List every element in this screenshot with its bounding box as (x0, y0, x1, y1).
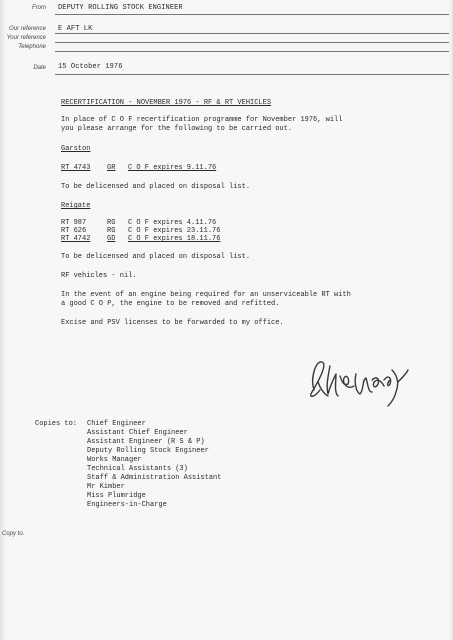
date-value: 15 October 1976 (58, 63, 123, 71)
copy-recipient: Miss Plumridge (87, 492, 146, 500)
subject-line: RECERTIFICATION - NOVEMBER 1976 - RF & RT VEHICLES (61, 99, 272, 107)
garage-code: RG (107, 227, 116, 235)
vehicle-reg: RT 4743 (61, 164, 91, 172)
cof-expiry: C O F expires 9.11.76 (128, 164, 217, 172)
vehicle-reg: RT 626 (61, 227, 87, 235)
telephone-label: Telephone (18, 44, 46, 50)
reigate-heading: Reigate (61, 202, 91, 210)
reigate-note: To be delicensed and placed on disposal list. (61, 253, 251, 261)
intro-line-2: you please arrange for the following to be carried out. (61, 125, 293, 133)
header-rule (55, 51, 449, 52)
header-rule (55, 74, 449, 75)
vehicle-reg: RT 987 (61, 219, 87, 227)
copy-recipient: Works Manager (87, 456, 142, 464)
header-rule (55, 33, 449, 34)
header-rule (55, 42, 449, 43)
garston-heading: Garston (61, 145, 91, 153)
our-reference-label: Our reference (8, 26, 46, 32)
garston-note: To be delicensed and placed on disposal list. (61, 183, 251, 191)
copy-recipient: Technical Assistants (3) (87, 465, 188, 473)
cof-expiry: C O F expires 18.11.76 (128, 235, 221, 243)
engine-para-line-2: a good C O P, the engine to be removed and refitted. (61, 300, 280, 308)
copy-recipient: Engineers-in-Charge (87, 501, 167, 509)
rf-vehicles-note: RF vehicles - nil. (61, 272, 137, 280)
copies-to-label: Copies to: (35, 420, 78, 428)
from-value: DEPUTY ROLLING STOCK ENGINEER (58, 4, 183, 12)
copy-to-label: Copy to. (2, 531, 25, 537)
date-label: Date (33, 65, 46, 71)
our-reference-value: E AFT LK (58, 25, 93, 33)
header-rule (55, 14, 449, 15)
copy-recipient: Mr Kimber (87, 483, 125, 491)
garage-code: GR (107, 164, 116, 172)
intro-line-1: In place of C O F recertification programme for November 1976, will (61, 116, 343, 124)
copy-recipient: Staff & Administration Assistant (87, 474, 222, 482)
engine-para-line-1: In the event of an engine being required for an unserviceable RT with (61, 291, 351, 299)
page-edge-shadow (449, 0, 453, 640)
handwritten-signature (304, 352, 412, 410)
from-label: From (32, 5, 46, 11)
garage-code: GD (107, 235, 116, 243)
copy-recipient: Chief Engineer (87, 420, 146, 428)
cof-expiry: C O F expires 4.11.76 (128, 219, 217, 227)
page-edge-shadow (0, 0, 6, 640)
copy-recipient: Assistant Chief Engineer (87, 429, 188, 437)
copy-recipient: Deputy Rolling Stock Engineer (87, 447, 209, 455)
excise-paragraph: Excise and PSV licenses to be forwarded to my office. (61, 319, 284, 327)
copy-recipient: Assistant Engineer (R S & P) (87, 438, 205, 446)
garage-code: RG (107, 219, 116, 227)
vehicle-reg: RT 4742 (61, 235, 91, 243)
cof-expiry: C O F expires 23.11.76 (128, 227, 221, 235)
your-reference-label: Your reference (6, 35, 46, 41)
